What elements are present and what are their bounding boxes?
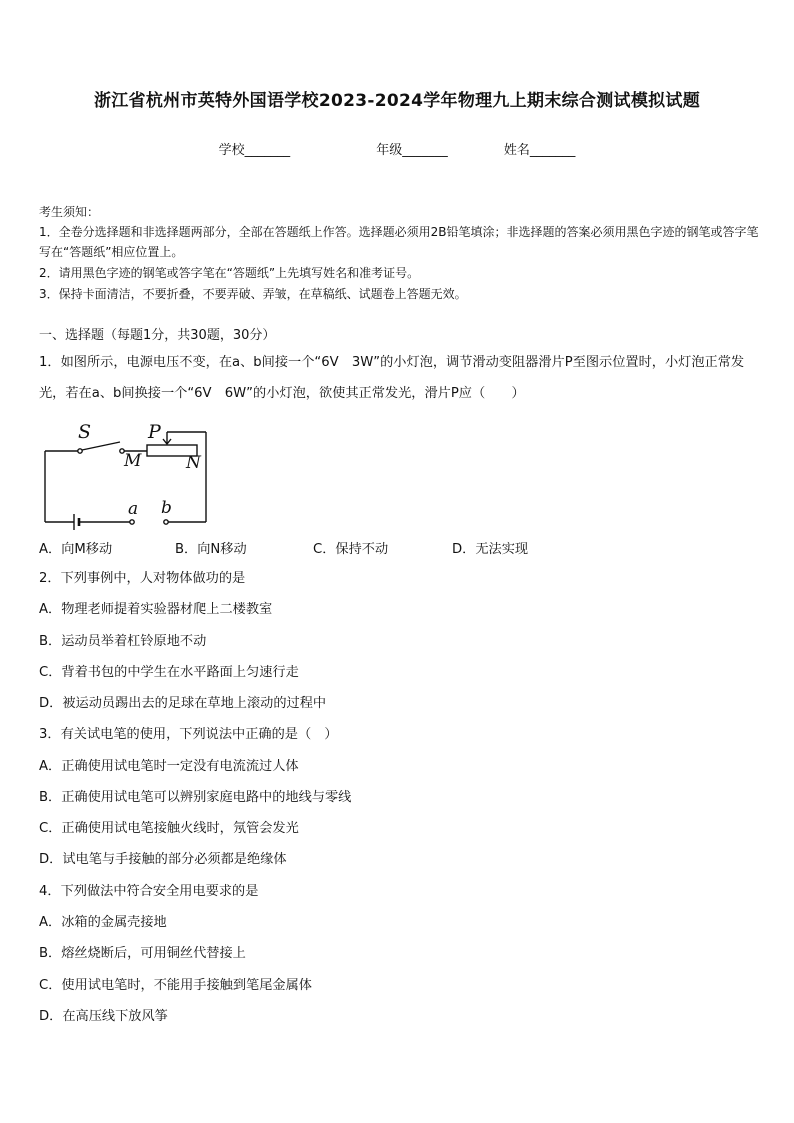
- q3-option-b: B．正确使用试电笔可以辨别家庭电路中的地线与零线: [39, 790, 352, 805]
- school-field: 学校_______: [218, 143, 291, 158]
- q4-option-d: D．在高压线下放风筝: [39, 1009, 168, 1024]
- label-n: N: [186, 453, 201, 473]
- q1-option-d: D．无法实现: [452, 542, 529, 557]
- q2-option-d: D．被运动员踢出去的足球在草地上滚动的过程中: [39, 696, 327, 711]
- section-heading: 一、选择题（每题1分，共30题，30分）: [39, 328, 276, 343]
- q1-option-a: A．向M移动: [39, 542, 113, 557]
- exam-title: 浙江省杭州市英特外国语学校2023-2024学年物理九上期末综合测试模拟试题: [93, 91, 701, 111]
- notice-heading: 考生须知：: [39, 205, 100, 219]
- q2-stem: 2．下列事例中，人对物体做功的是: [39, 571, 246, 586]
- q3-option-a: A．正确使用试电笔时一定没有电流流过人体: [39, 759, 299, 774]
- label-m: M: [124, 451, 142, 471]
- label-p: P: [148, 421, 161, 443]
- q3-option-d: D．试电笔与手接触的部分必须都是绝缘体: [39, 852, 287, 867]
- student-info-line: [0, 139, 794, 158]
- q3-option-c: C．正确使用试电笔接触火线时，氖管会发光: [39, 821, 299, 836]
- q4-stem: 4．下列做法中符合安全用电要求的是: [39, 884, 259, 899]
- q1-option-b: B．向N移动: [175, 542, 247, 557]
- q1-stem: 1．如图所示，电源电压不变，在a、b间接一个“6V 3W”的小灯泡，调节滑动变阻器滑片P至图示位置时，小灯泡正常发光，若在a、b间换接一个“6V 6W”的小灯泡，欲使其正常发光，滑片P应（ ）: [39, 355, 745, 401]
- q2-option-a: A．物理老师提着实验器材爬上二楼教室: [39, 602, 273, 617]
- q4-option-a: A．冰箱的金属壳接地: [39, 915, 167, 930]
- name-field: 姓名_______: [503, 143, 576, 158]
- q1-option-c: C．保持不动: [313, 542, 389, 557]
- notice-item-2: 2．请用黑色字迹的钢笔或答字笔在“答题纸”上先填写姓名和准考证号。: [39, 266, 420, 280]
- label-s: S: [78, 421, 92, 443]
- label-a: a: [128, 499, 139, 519]
- q2-option-b: B．运动员举着杠铃原地不动: [39, 634, 207, 649]
- grade-field: 年级_______: [376, 143, 448, 158]
- label-b: b: [161, 498, 172, 518]
- notice-item-1: 1．全卷分选择题和非选择题两部分，全部在答题纸上作答。选择题必须用2B铅笔填涂；非选择题的答案必须用黑色字迹的钢笔或答字笔写在“答题纸”相应位置上。: [39, 225, 759, 259]
- q4-option-b: B．熔丝烧断后，可用铜丝代替接上: [39, 946, 246, 961]
- q2-option-c: C．背着书包的中学生在水平路面上匀速行走: [39, 665, 299, 680]
- circuit-diagram: [36, 418, 216, 530]
- q3-stem: 3．有关试电笔的使用，下列说法中正确的是（ ）: [39, 727, 338, 742]
- q4-option-c: C．使用试电笔时，不能用手接触到笔尾金属体: [39, 978, 312, 993]
- notice-item-3: 3．保持卡面清洁，不要折叠，不要弄破、弄皱，在草稿纸、试题卷上答题无效。: [39, 287, 467, 301]
